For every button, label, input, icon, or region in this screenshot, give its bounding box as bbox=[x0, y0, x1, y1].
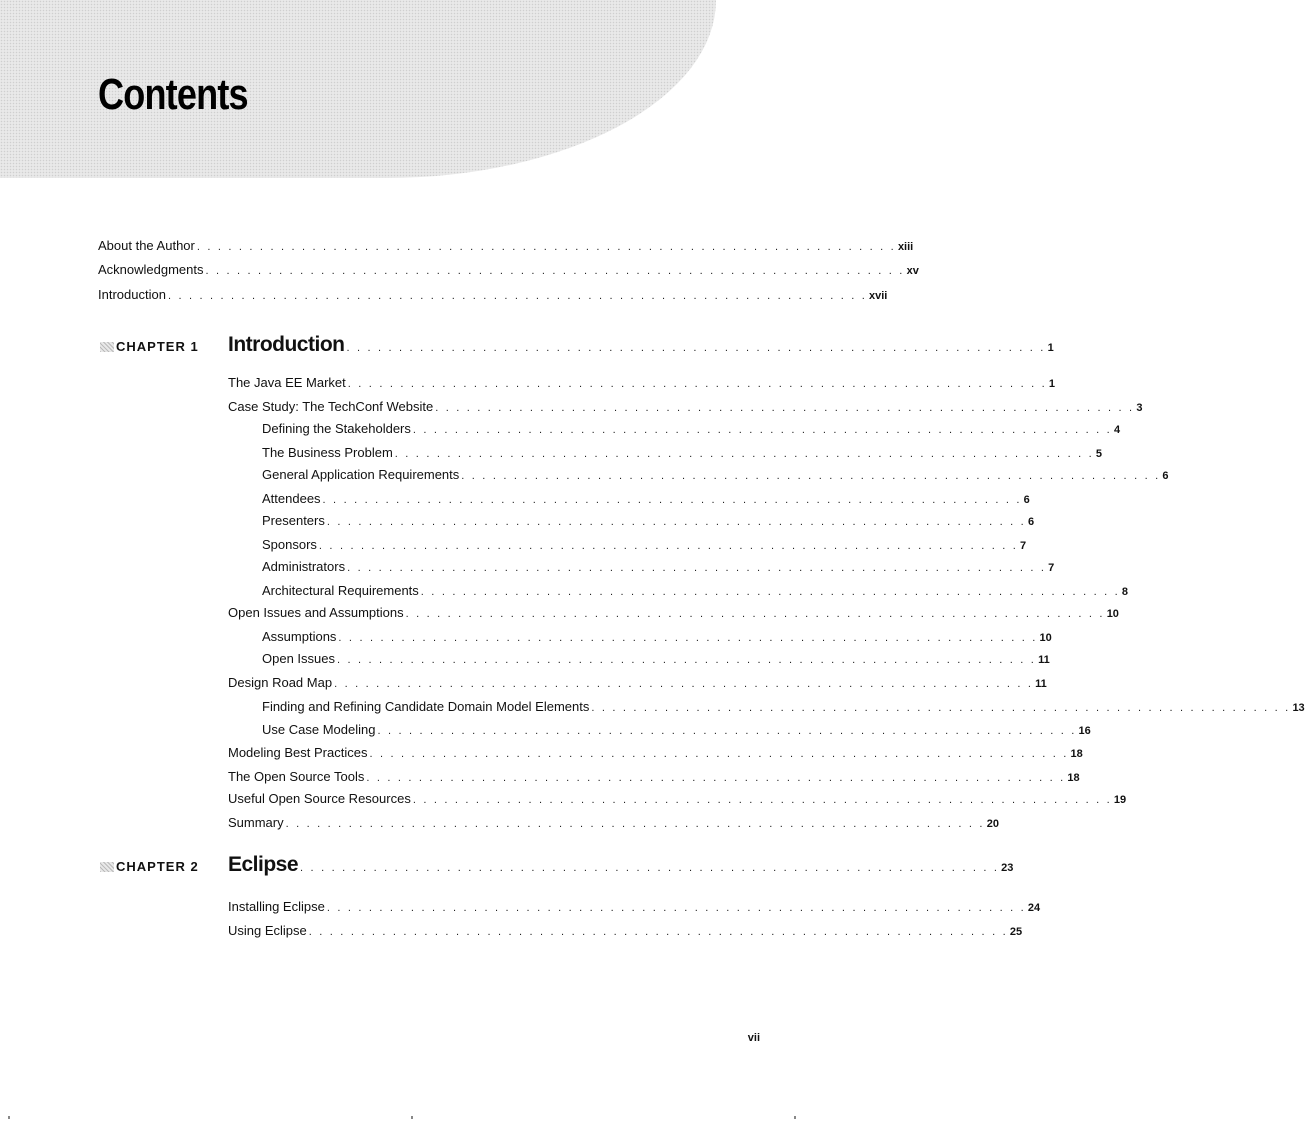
toc-entry[interactable] bbox=[228, 789, 1127, 809]
toc-entry-title: Open Issues bbox=[262, 651, 335, 666]
chapter-marker-icon bbox=[100, 342, 114, 352]
dot-leader: . . . . . . . . . . . . . . . . . . . . . . . . . . . . . . . . . . . . . . . . . . . . . . . . . . . . . . . . . . . . . . . . . . . bbox=[591, 702, 1291, 714]
dot-leader: . . . . . . . . . . . . . . . . . . . . . . . . . . . . . . . . . . . . . . . . . . . . . . . . . . . . . . . . . . . . . . . . . . . bbox=[366, 772, 1066, 784]
toc-entry-title: Introduction bbox=[228, 333, 345, 356]
toc-entry-title: Acknowledgments bbox=[98, 262, 204, 277]
dot-leader: . . . . . . . . . . . . . . . . . . . . . . . . . . . . . . . . . . . . . . . . . . . . . . . . . . . . . . . . . . . . . . . . . . . bbox=[334, 678, 1034, 690]
toc-entry-title: Open Issues and Assumptions bbox=[228, 605, 404, 620]
toc-entry-page: 7 bbox=[1048, 562, 1055, 574]
toc-entry-page: 11 bbox=[1035, 678, 1047, 690]
chapter-label bbox=[100, 339, 199, 354]
dot-leader: . . . . . . . . . . . . . . . . . . . . . . . . . . . . . . . . . . . . . . . . . . . . . . . . . . . . . . . . . . . . . . . . . . . bbox=[308, 926, 1008, 938]
dot-leader: . . . . . . . . . . . . . . . . . . . . . . . . . . . . . . . . . . . . . . . . . . . . . . . . . . . . . . . . . . . . . . . . . . . bbox=[326, 516, 1026, 528]
toc-entry[interactable] bbox=[262, 581, 1128, 601]
toc-entry[interactable] bbox=[98, 260, 919, 280]
toc-entry-page: 23 bbox=[1001, 862, 1014, 874]
toc-entry[interactable] bbox=[262, 720, 1091, 740]
toc-entry-page: 1 bbox=[1048, 378, 1055, 390]
dot-leader: . . . . . . . . . . . . . . . . . . . . . . . . . . . . . . . . . . . . . . . . . . . . . . . . . . . . . . . . . . . . . . . . . . . bbox=[285, 818, 985, 830]
toc-entry-page: 18 bbox=[1070, 748, 1083, 760]
dot-leader: . . . . . . . . . . . . . . . . . . . . . . . . . . . . . . . . . . . . . . . . . . . . . . . . . . . . . . . . . . . . . . . . . . . bbox=[347, 378, 1047, 390]
toc-entry[interactable] bbox=[228, 397, 1143, 417]
toc-entry-title: Using Eclipse bbox=[228, 923, 307, 938]
dot-leader: . . . . . . . . . . . . . . . . . . . . . . . . . . . . . . . . . . . . . . . . . . . . . . . . . . . . . . . . . . . . . . . . . . . bbox=[205, 265, 905, 277]
toc-entry-page: 20 bbox=[986, 818, 999, 830]
toc-entry-page: 3 bbox=[1136, 402, 1143, 414]
toc-entry-title: Assumptions bbox=[262, 629, 337, 644]
chapter-marker-icon bbox=[100, 862, 114, 872]
toc-entry-page: xvii bbox=[869, 290, 888, 302]
toc-entry[interactable] bbox=[228, 897, 1041, 917]
toc-entry-page: 24 bbox=[1027, 902, 1041, 914]
toc-entry[interactable] bbox=[262, 649, 1050, 669]
dot-leader: . . . . . . . . . . . . . . . . . . . . . . . . . . . . . . . . . . . . . . . . . . . . . . . . . . . . . . . . . . . . . . . . . . . bbox=[326, 902, 1026, 914]
toc-entry-title: Architectural Requirements bbox=[262, 583, 419, 598]
toc-entry[interactable] bbox=[262, 697, 1305, 717]
scan-mark bbox=[8, 1116, 10, 1119]
toc-entry-title: Eclipse bbox=[228, 853, 299, 876]
dot-leader: . . . . . . . . . . . . . . . . . . . . . . . . . . . . . . . . . . . . . . . . . . . . . . . . . . . . . . . . . . . . . . . . . . . bbox=[338, 632, 1038, 644]
dot-leader: . . . . . . . . . . . . . . . . . . . . . . . . . . . . . . . . . . . . . . . . . . . . . . . . . . . . . . . . . . . . . . . . . . . bbox=[412, 794, 1112, 806]
toc-entry-page: 10 bbox=[1039, 632, 1052, 644]
toc-entry-title: Defining the Stakeholders bbox=[262, 421, 411, 436]
toc-entry-title: Summary bbox=[228, 815, 284, 830]
dot-leader: . . . . . . . . . . . . . . . . . . . . . . . . . . . . . . . . . . . . . . . . . . . . . . . . . . . . . . . . . . . . . . . . . . . bbox=[322, 494, 1022, 506]
toc-entry-title: Useful Open Source Resources bbox=[228, 791, 411, 806]
dot-leader: . . . . . . . . . . . . . . . . . . . . . . . . . . . . . . . . . . . . . . . . . . . . . . . . . . . . . . . . . . . . . . . . . . . bbox=[318, 540, 1018, 552]
toc-entry[interactable] bbox=[98, 285, 888, 305]
toc-entry-page: 6 bbox=[1027, 516, 1035, 528]
toc-entry[interactable] bbox=[262, 535, 1027, 555]
scan-mark bbox=[794, 1116, 796, 1119]
toc-entry[interactable] bbox=[262, 627, 1052, 647]
toc-entry-title: Installing Eclipse bbox=[228, 899, 325, 914]
toc-entry[interactable] bbox=[228, 673, 1047, 693]
dot-leader: . . . . . . . . . . . . . . . . . . . . . . . . . . . . . . . . . . . . . . . . . . . . . . . . . . . . . . . . . . . . . . . . . . . bbox=[346, 342, 1046, 354]
toc-entry[interactable] bbox=[228, 767, 1080, 787]
toc-entry-page: 25 bbox=[1009, 926, 1023, 938]
toc-entry-page: 18 bbox=[1067, 772, 1080, 784]
dot-leader: . . . . . . . . . . . . . . . . . . . . . . . . . . . . . . . . . . . . . . . . . . . . . . . . . . . . . . . . . . . . . . . . . . . bbox=[435, 402, 1135, 414]
toc-entry[interactable] bbox=[228, 921, 1023, 941]
toc-entry-page: 19 bbox=[1113, 794, 1127, 806]
dot-leader: . . . . . . . . . . . . . . . . . . . . . . . . . . . . . . . . . . . . . . . . . . . . . . . . . . . . . . . . . . . . . . . . . . . bbox=[377, 725, 1077, 737]
toc-entry[interactable] bbox=[262, 443, 1102, 463]
toc-entry-page: 13 bbox=[1292, 702, 1305, 714]
dot-leader: . . . . . . . . . . . . . . . . . . . . . . . . . . . . . . . . . . . . . . . . . . . . . . . . . . . . . . . . . . . . . . . . . . . bbox=[196, 241, 896, 253]
page-title: Contents bbox=[98, 70, 248, 119]
toc-entry-page: 6 bbox=[1023, 494, 1030, 506]
toc-entry-title: Design Road Map bbox=[228, 675, 333, 690]
chapter-label-text: CHAPTER 2 bbox=[116, 859, 199, 874]
toc-entry[interactable] bbox=[228, 373, 1055, 393]
dot-leader: . . . . . . . . . . . . . . . . . . . . . . . . . . . . . . . . . . . . . . . . . . . . . . . . . . . . . . . . . . . . . . . . . . . bbox=[337, 654, 1037, 666]
toc-entry-page: 10 bbox=[1106, 608, 1119, 620]
dot-leader: . . . . . . . . . . . . . . . . . . . . . . . . . . . . . . . . . . . . . . . . . . . . . . . . . . . . . . . . . . . . . . . . . . . bbox=[405, 608, 1105, 620]
toc-entry[interactable] bbox=[228, 813, 999, 833]
dot-leader: . . . . . . . . . . . . . . . . . . . . . . . . . . . . . . . . . . . . . . . . . . . . . . . . . . . . . . . . . . . . . . . . . . . bbox=[369, 748, 1069, 760]
toc-entry-page: 5 bbox=[1095, 448, 1102, 460]
toc-entry-title: Presenters bbox=[262, 513, 325, 528]
toc-entry[interactable] bbox=[98, 236, 914, 256]
dot-leader: . . . . . . . . . . . . . . . . . . . . . . . . . . . . . . . . . . . . . . . . . . . . . . . . . . . . . . . . . . . . . . . . . . . bbox=[167, 290, 868, 302]
toc-entry-title: About the Author bbox=[98, 238, 195, 253]
toc-entry-title: Modeling Best Practices bbox=[228, 745, 368, 760]
toc-entry-title: Sponsors bbox=[262, 537, 317, 552]
chapter-label bbox=[100, 859, 199, 874]
chapter-label-text: CHAPTER 1 bbox=[116, 339, 199, 354]
toc-entry-page: 11 bbox=[1038, 654, 1050, 666]
toc-entry[interactable] bbox=[262, 557, 1055, 577]
toc-entry-title: Administrators bbox=[262, 559, 346, 574]
toc-entry-title: The Open Source Tools bbox=[228, 769, 365, 784]
toc-entry-title: Attendees bbox=[262, 491, 321, 506]
toc-entry-page: 4 bbox=[1113, 424, 1121, 436]
toc-entry-title: Case Study: The TechConf Website bbox=[228, 399, 434, 414]
toc-entry[interactable] bbox=[262, 419, 1121, 439]
dot-leader: . . . . . . . . . . . . . . . . . . . . . . . . . . . . . . . . . . . . . . . . . . . . . . . . . . . . . . . . . . . . . . . . . . . bbox=[461, 470, 1161, 482]
toc-entry[interactable] bbox=[262, 489, 1030, 509]
toc-entry[interactable] bbox=[262, 465, 1169, 485]
toc-entry-page: xiii bbox=[897, 241, 914, 253]
toc-entry[interactable] bbox=[228, 853, 1014, 876]
dot-leader: . . . . . . . . . . . . . . . . . . . . . . . . . . . . . . . . . . . . . . . . . . . . . . . . . . . . . . . . . . . . . . . . . . . bbox=[420, 586, 1120, 598]
dot-leader: . . . . . . . . . . . . . . . . . . . . . . . . . . . . . . . . . . . . . . . . . . . . . . . . . . . . . . . . . . . . . . . . . . . bbox=[300, 862, 1000, 874]
toc-entry[interactable] bbox=[262, 511, 1035, 531]
toc-entry-page: 16 bbox=[1078, 725, 1091, 737]
dot-leader: . . . . . . . . . . . . . . . . . . . . . . . . . . . . . . . . . . . . . . . . . . . . . . . . . . . . . . . . . . . . . . . . . . . bbox=[347, 562, 1047, 574]
toc-entry-title: Use Case Modeling bbox=[262, 722, 376, 737]
toc-entry-page: 8 bbox=[1121, 586, 1128, 598]
toc-entry-title: The Java EE Market bbox=[228, 375, 346, 390]
toc-entry-page: 6 bbox=[1162, 470, 1169, 482]
page-number: vii bbox=[747, 1032, 760, 1044]
toc-entry[interactable] bbox=[228, 743, 1083, 763]
toc-entry-title: Introduction bbox=[98, 287, 166, 302]
toc-entry-page: xv bbox=[906, 265, 919, 277]
toc-entry[interactable] bbox=[228, 603, 1119, 623]
dot-leader: . . . . . . . . . . . . . . . . . . . . . . . . . . . . . . . . . . . . . . . . . . . . . . . . . . . . . . . . . . . . . . . . . . . bbox=[412, 424, 1112, 436]
toc-entry-title: Finding and Refining Candidate Domain Model Elements bbox=[262, 699, 590, 714]
dot-leader: . . . . . . . . . . . . . . . . . . . . . . . . . . . . . . . . . . . . . . . . . . . . . . . . . . . . . . . . . . . . . . . . . . . bbox=[394, 448, 1094, 460]
toc-entry-page: 7 bbox=[1020, 540, 1027, 552]
toc-entry[interactable] bbox=[228, 333, 1054, 356]
toc-entry-title: The Business Problem bbox=[262, 445, 393, 460]
toc-entry-title: General Application Requirements bbox=[262, 467, 460, 482]
scan-mark bbox=[411, 1116, 413, 1119]
toc-entry-page: 1 bbox=[1047, 342, 1054, 354]
